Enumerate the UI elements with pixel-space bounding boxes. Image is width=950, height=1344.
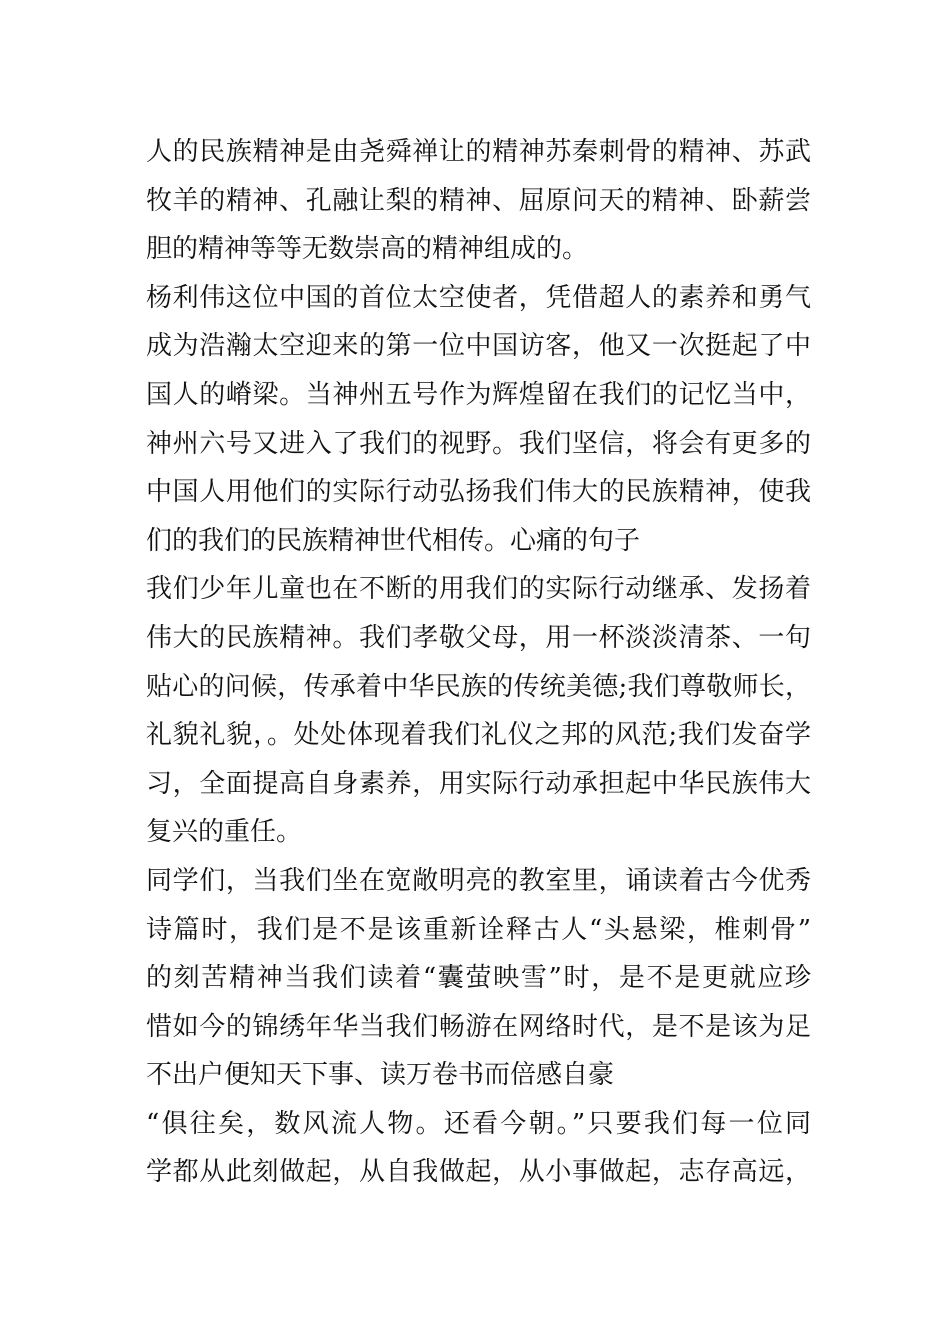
text-line: 礼貌礼貌，。处处体现着我们礼仪之邦的风范;我们发奋学: [146, 720, 811, 751]
text-line: 中国人用他们的实际行动弘扬我们伟大的民族精神，使我: [146, 477, 811, 508]
text-line: 贴心的问候，传承着中华民族的传统美德;我们尊敬师长，: [146, 671, 811, 702]
paragraph-4: [146, 857, 811, 1100]
text-line: 的刻苦精神当我们读着“囊萤映雪”时，是不是更就应珍: [146, 963, 811, 994]
paragraph-1: [146, 128, 811, 274]
text-line: 诗篇时，我们是不是该重新诠释古人“头悬梁，椎刺骨”: [146, 914, 811, 945]
text-line: 牧羊的精神、孔融让梨的精神、屈原问天的精神、卧薪尝: [146, 185, 811, 216]
paragraph-2: [146, 274, 811, 566]
text-line: 伟大的民族精神。我们孝敬父母，用一杯淡淡清茶、一句: [146, 622, 811, 653]
paragraph-5: [146, 1100, 811, 1197]
text-line: 复兴的重任。: [146, 817, 303, 848]
text-line: 国人的嵴梁。当神州五号作为辉煌留在我们的记忆当中，: [146, 379, 811, 410]
text-line: 学都从此刻做起，从自我做起，从小事做起，志存高远，: [146, 1157, 811, 1188]
text-line: 我们少年儿童也在不断的用我们的实际行动继承、发扬着: [146, 574, 811, 605]
text-line: 惜如今的锦绣年华当我们畅游在网络时代，是不是该为足: [146, 1011, 811, 1042]
text-line: 习，全面提高自身素养，用实际行动承担起中华民族伟大: [146, 768, 811, 799]
text-line: 成为浩瀚太空迎来的第一位中国访客，他又一次挺起了中: [146, 331, 811, 362]
text-line: 胆的精神等等无数崇高的精神组成的。: [146, 234, 589, 265]
text-line: 神州六号又进入了我们的视野。我们坚信，将会有更多的: [146, 428, 811, 459]
text-line: 杨利伟这位中国的首位太空使者，凭借超人的素养和勇气: [146, 282, 811, 313]
text-line: 们的我们的民族精神世代相传。心痛的句子: [146, 525, 641, 556]
text-line: 不出户便知天下事、读万卷书而倍感自豪: [146, 1060, 615, 1091]
text-line: 人的民族精神是由尧舜禅让的精神苏秦刺骨的精神、苏武: [146, 137, 811, 167]
text-line: 同学们，当我们坐在宽敞明亮的教室里，诵读着古今优秀: [146, 865, 811, 896]
paragraph-3: [146, 565, 811, 857]
text-line: “俱往矣，数风流人物。还看今朝。”只要我们每一位同: [146, 1108, 811, 1139]
body-text: [146, 128, 811, 1197]
